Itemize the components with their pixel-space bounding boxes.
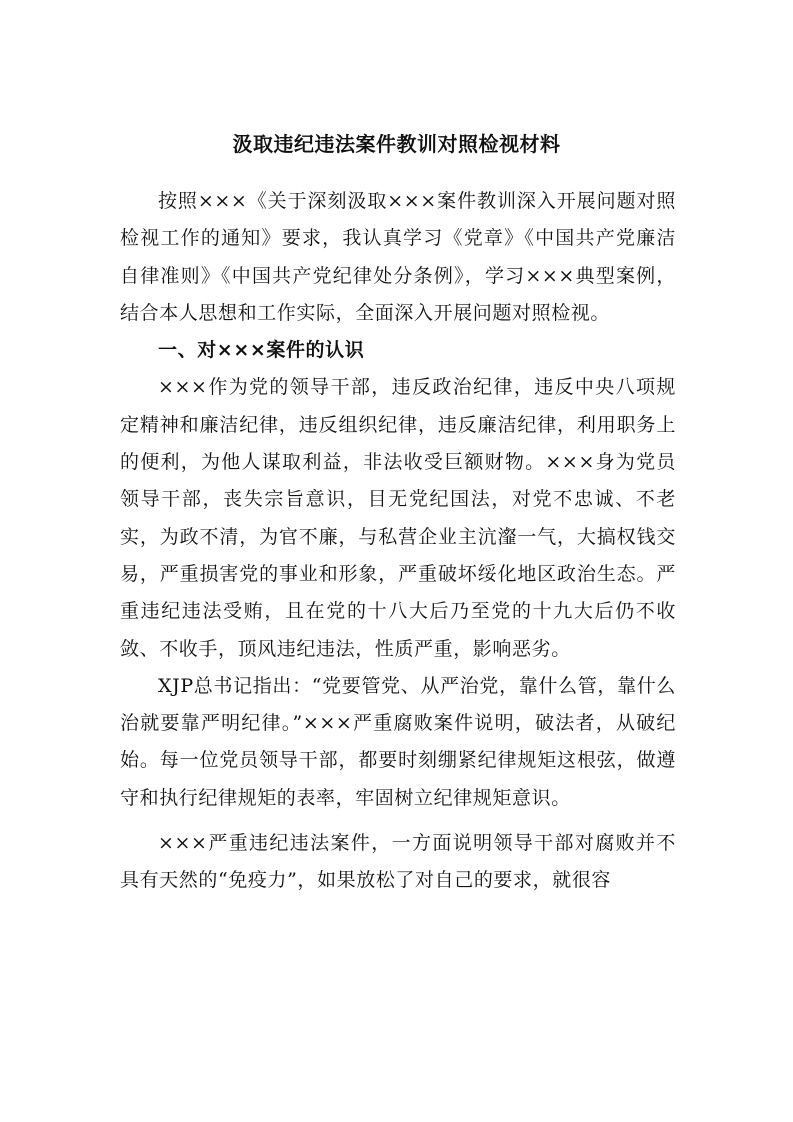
document-body xyxy=(120,183,676,900)
body-paragraph-3: ×××严重违纪违法案件，一方面说明领导干部对腐败并不具有天然的“免疫力”，如果放松了对自己的要求，就很容 xyxy=(120,832,676,892)
body-paragraph-2: XJP总书记指出：“党要管党、从严治党，靠什么管，靠什么治就要靠严明纪律。”×××严重腐败案件说明，破法者，从破纪始。每一位党员领导干部，都要时刻绷紧纪律规矩这根弦，做遵守和执行纪律规矩的表率，牢固树立纪律规矩意识。 xyxy=(120,674,676,809)
document-title: 汲取违纪违法案件教训对照检视材料 xyxy=(232,132,561,156)
intro-paragraph: 按照×××《关于深刻汲取×××案件教训深入开展问题对照检视工作的通知》要求，我认真学习《党章》《中国共产党廉洁自律准则》《中国共产党纪律处分条例》，学习×××典型案例，结合本人思想和工作实际，全面深入开展问题对照检视。 xyxy=(120,190,676,324)
body-paragraph-1: ×××作为党的领导干部，违反政治纪律，违反中央八项规定精神和廉洁纪律，违反组织纪律，违反廉洁纪律，利用职务上的便利，为他人谋取利益，非法收受巨额财物。×××身为党员领导干部，丧失宗旨意识，目无党纪国法，对党不忠诚、不老实，为政不清，为官不廉，与私营企业主沆瀣一气，大搞权钱交易，严重损害党的事业和形象，严重破坏绥化地区政治生态。严重违纪违法受贿，且在党的十八大后乃至党的十九大后仍不收敛、不收手，顶风违纪违法，性质严重，影响恶劣。 xyxy=(120,376,676,660)
section-heading: 一、对×××案件的认识 xyxy=(158,339,365,362)
